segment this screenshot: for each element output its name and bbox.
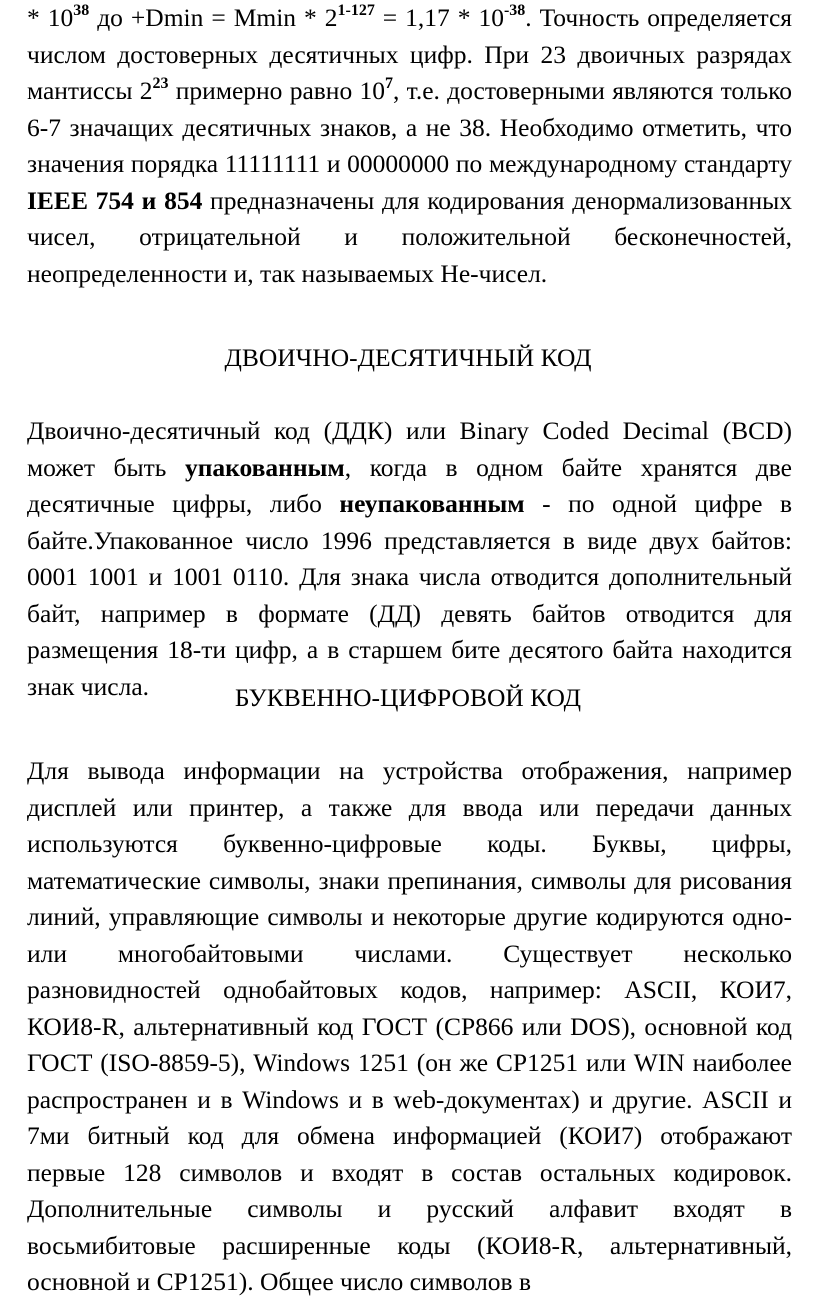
superscript: 1-127	[337, 2, 375, 19]
section-heading-alnum-wrap	[0, 680, 816, 717]
section-heading-alnum: БУКВЕННО-ЦИФРОВОЙ КОД	[234, 683, 582, 712]
superscript: 23	[152, 75, 169, 92]
superscript: 38	[73, 2, 90, 19]
superscript: 7	[384, 75, 393, 92]
text-run: предназначены для кодирования денормализованных чисел, отрицательной и положительной бесконечностей, неопределенности и, так называемых Не-чисел.	[27, 185, 792, 288]
text-run: - по одной цифре в байте.Упакованное число 1996 представляется в виде двух байтов: 0001 1001 и 1001 0110. Для знака числа отводится дополнительный байт, например в формате (ДД) девять байтов отводится для размещения 18-ти цифр, а в старшем бите десятого байта находится знак числа.	[27, 489, 792, 701]
bold-standard-name: IEEE 754 и 854	[27, 185, 203, 215]
section-heading-bcd: ДВОИЧНО-ДЕСЯТИЧНЫЙ КОД	[224, 343, 592, 372]
text-run: . Точность определяется числом достоверных десятичных цифр. При 23 двоичных разрядах мантиссы 2	[27, 3, 793, 105]
bold-term-packed: упакованным	[184, 452, 345, 482]
paragraph-alnum: Для вывода информации на устройства отображения, например дисплей или принтер, а также для ввода или передачи данных используются буквенно-цифровые коды. Буквы, цифры, математические символы, знаки препинания, символы для рисования линий, управляющие символы и некоторые другие кодируются одно- или многобайтовыми числами. Существует несколько разновидностей однобайтовых кодов, например: ASCII, КОИ7, КОИ8-R, альтернативный код ГОСТ (СР866 или DOS), основной код ГОСТ (ISO-8859-5), Windows 1251 (он же СР1251 или WIN наиболее распространен и в Windows и в web-документах) и другие. ASCII и 7ми битный код для обмена информацией (КОИ7) отображают первые 128 символов и входят в состав остальных кодировок. Дополнительные символы и русский алфавит входят в восьмибитовые расширенные коды (КОИ8-R, альтернативный, основной и СР1251). Общее число символов в	[27, 756, 792, 1296]
paragraph-floating-point	[27, 0, 792, 292]
text-run: примерно равно 10	[168, 76, 385, 105]
text-run: * 10	[27, 3, 74, 32]
text-run: = 1,17 * 10	[374, 3, 504, 32]
bold-term-unpacked: неупакованным	[339, 489, 525, 518]
superscript: -38	[503, 2, 526, 19]
paragraph-bcd	[27, 413, 792, 705]
text-run: , т.е. достоверными являются только 6-7 значащих десятичных знаков, а не 38. Необходимо отметить, что значения порядка 11111111 и 00000000 по международному стандарту	[27, 76, 792, 178]
text-run: , когда в одном байте хранятся две десятичные цифры, либо	[27, 452, 792, 518]
text-run: Двоично-десятичный код (ДДК) или Binary Coded Decimal (BCD) может быть	[27, 416, 792, 482]
section-heading-bcd-wrap	[0, 340, 816, 377]
text-run: до +Dmin = Mmin * 2	[89, 3, 338, 32]
